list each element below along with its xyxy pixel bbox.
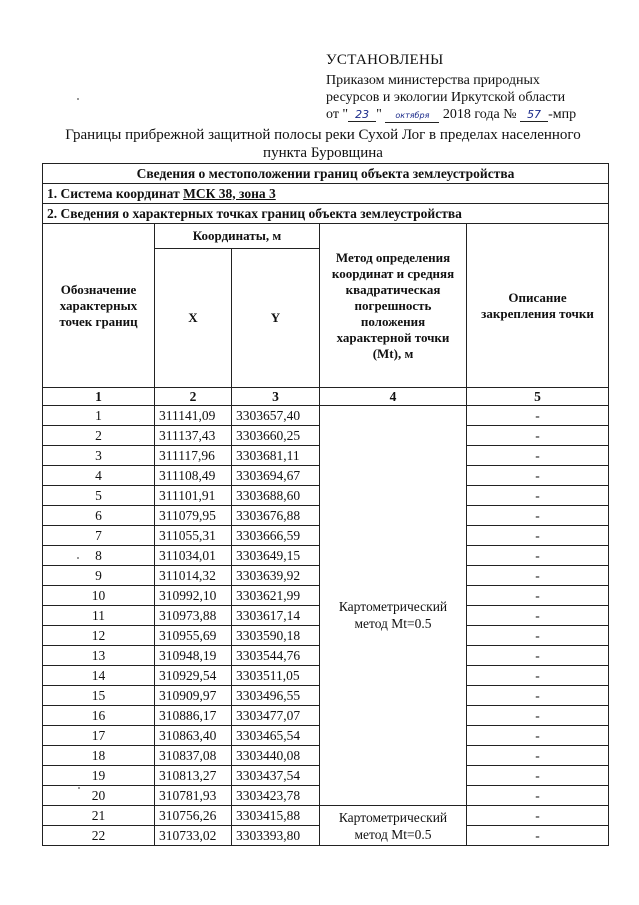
point-x-coordinate: 310886,17: [155, 706, 232, 726]
point-number: 16: [43, 706, 155, 726]
point-description: -: [467, 646, 609, 666]
point-x-coordinate: 311117,96: [155, 446, 232, 466]
col-number-5: 5: [467, 388, 609, 406]
point-number: 3: [43, 446, 155, 466]
point-number: 6: [43, 506, 155, 526]
point-x-coordinate: 311079,95: [155, 506, 232, 526]
point-x-coordinate: 311055,31: [155, 526, 232, 546]
point-number: 1: [43, 406, 155, 426]
point-number: 14: [43, 666, 155, 686]
point-description: -: [467, 546, 609, 566]
point-x-coordinate: 311141,09: [155, 406, 232, 426]
point-y-coordinate: 3303681,11: [232, 446, 320, 466]
scan-speck-1: [77, 98, 79, 100]
point-y-coordinate: 3303496,55: [232, 686, 320, 706]
col-header-description: Описание закрепления точки: [467, 224, 609, 388]
point-description: -: [467, 686, 609, 706]
point-y-coordinate: 3303639,92: [232, 566, 320, 586]
point-y-coordinate: 3303423,78: [232, 786, 320, 806]
point-description: -: [467, 706, 609, 726]
point-description: -: [467, 626, 609, 646]
point-x-coordinate: 310955,69: [155, 626, 232, 646]
col-number-4: 4: [320, 388, 467, 406]
method-cell: [320, 806, 467, 846]
point-number: 5: [43, 486, 155, 506]
point-x-coordinate: 310863,40: [155, 726, 232, 746]
point-number: 2: [43, 426, 155, 446]
point-y-coordinate: 3303590,18: [232, 626, 320, 646]
point-description: -: [467, 466, 609, 486]
point-y-coordinate: 3303415,88: [232, 806, 320, 826]
approval-year: 2018 года №: [442, 107, 517, 122]
point-x-coordinate: 311101,91: [155, 486, 232, 506]
point-y-coordinate: 3303694,67: [232, 466, 320, 486]
point-number: 17: [43, 726, 155, 746]
point-x-coordinate: 310813,27: [155, 766, 232, 786]
table-heading: Сведения о местоположении границ объекта землеустройства: [43, 164, 609, 184]
point-description: -: [467, 486, 609, 506]
point-description: -: [467, 526, 609, 546]
approval-line-1: Приказом министерства природных: [326, 73, 540, 88]
point-number: 20: [43, 786, 155, 806]
point-x-coordinate: 311108,49: [155, 466, 232, 486]
col-header-method: Метод определения координат и средняя квадратическая погрешность положения характерной точки (Mt), м: [320, 224, 467, 388]
point-x-coordinate: 310948,19: [155, 646, 232, 666]
point-x-coordinate: 310781,93: [155, 786, 232, 806]
point-number: 13: [43, 646, 155, 666]
approval-suffix: -мпр: [548, 107, 577, 122]
point-y-coordinate: 3303617,14: [232, 606, 320, 626]
approval-quote-close: ": [376, 107, 382, 122]
point-y-coordinate: 3303676,88: [232, 506, 320, 526]
point-y-coordinate: 3303688,60: [232, 486, 320, 506]
col-header-coordinates: Координаты, м: [155, 224, 320, 249]
point-x-coordinate: 311137,43: [155, 426, 232, 446]
col-header-point-designation: Обозначение характерных точек границ: [43, 224, 155, 388]
point-x-coordinate: 310929,54: [155, 666, 232, 686]
point-description: -: [467, 806, 609, 826]
point-number: 15: [43, 686, 155, 706]
col-number-3: 3: [232, 388, 320, 406]
col-number-1: 1: [43, 388, 155, 406]
method-text-line-1: Картометрический: [338, 598, 448, 614]
table-row: [43, 406, 609, 426]
point-y-coordinate: 3303393,80: [232, 826, 320, 846]
point-description: -: [467, 606, 609, 626]
approval-date-line: [326, 106, 626, 123]
point-y-coordinate: 3303477,07: [232, 706, 320, 726]
col-number-2: 2: [155, 388, 232, 406]
col-header-y: Y: [232, 249, 320, 388]
point-y-coordinate: 3303511,05: [232, 666, 320, 686]
point-x-coordinate: 311014,32: [155, 566, 232, 586]
point-x-coordinate: 311034,01: [155, 546, 232, 566]
approval-header: УСТАНОВЛЕНЫ: [326, 52, 444, 68]
point-number: 4: [43, 466, 155, 486]
point-description: -: [467, 826, 609, 846]
point-x-coordinate: 310733,02: [155, 826, 232, 846]
approval-line-2: ресурсов и экологии Иркутской области: [326, 90, 566, 105]
method-cell: [320, 406, 467, 806]
point-y-coordinate: 3303440,08: [232, 746, 320, 766]
document-title: Границы прибрежной защитной полосы реки Сухой Лог в пределах населенного пункта Буровщина: [65, 127, 581, 161]
point-x-coordinate: 310992,10: [155, 586, 232, 606]
point-y-coordinate: 3303666,59: [232, 526, 320, 546]
point-description: -: [467, 406, 609, 426]
point-number: 12: [43, 626, 155, 646]
point-number: 10: [43, 586, 155, 606]
method-text-line-1: Картометрический: [338, 809, 448, 825]
point-description: -: [467, 586, 609, 606]
point-x-coordinate: 310909,97: [155, 686, 232, 706]
point-y-coordinate: 3303437,54: [232, 766, 320, 786]
point-y-coordinate: 3303544,76: [232, 646, 320, 666]
point-description: -: [467, 786, 609, 806]
point-x-coordinate: 310756,26: [155, 806, 232, 826]
point-y-coordinate: 3303660,25: [232, 426, 320, 446]
point-description: -: [467, 726, 609, 746]
point-number: 19: [43, 766, 155, 786]
point-description: -: [467, 446, 609, 466]
point-y-coordinate: 3303649,15: [232, 546, 320, 566]
handwritten-day: 23: [348, 109, 376, 122]
coordinate-system-prefix: 1. Система координат: [47, 185, 184, 201]
point-number: 11: [43, 606, 155, 626]
point-description: -: [467, 666, 609, 686]
method-text-line-2: метод Mt=0.5: [354, 615, 432, 631]
point-number: 9: [43, 566, 155, 586]
point-x-coordinate: 310837,08: [155, 746, 232, 766]
coordinate-system-row: [43, 184, 609, 204]
point-number: 18: [43, 746, 155, 766]
point-description: -: [467, 766, 609, 786]
table-row: [43, 806, 609, 826]
approval-block: [326, 52, 626, 123]
point-y-coordinate: 3303621,99: [232, 586, 320, 606]
method-text-line-2: метод Mt=0.5: [354, 826, 432, 842]
coordinate-system-name: МСК 38, зона 3: [183, 185, 276, 201]
handwritten-month: октября: [385, 110, 439, 123]
handwritten-number: 57: [520, 109, 548, 122]
point-number: 22: [43, 826, 155, 846]
point-number: 8: [43, 546, 155, 566]
point-description: -: [467, 506, 609, 526]
point-description: -: [467, 566, 609, 586]
col-header-x: X: [155, 249, 232, 388]
point-y-coordinate: 3303465,54: [232, 726, 320, 746]
point-description: -: [467, 426, 609, 446]
point-number: 21: [43, 806, 155, 826]
point-y-coordinate: 3303657,40: [232, 406, 320, 426]
point-number: 7: [43, 526, 155, 546]
point-description: -: [467, 746, 609, 766]
point-x-coordinate: 310973,88: [155, 606, 232, 626]
points-section-heading: 2. Сведения о характерных точках границ объекта землеустройства: [43, 204, 609, 224]
approval-prefix: от ": [326, 107, 349, 122]
boundary-points-table: [42, 163, 609, 846]
